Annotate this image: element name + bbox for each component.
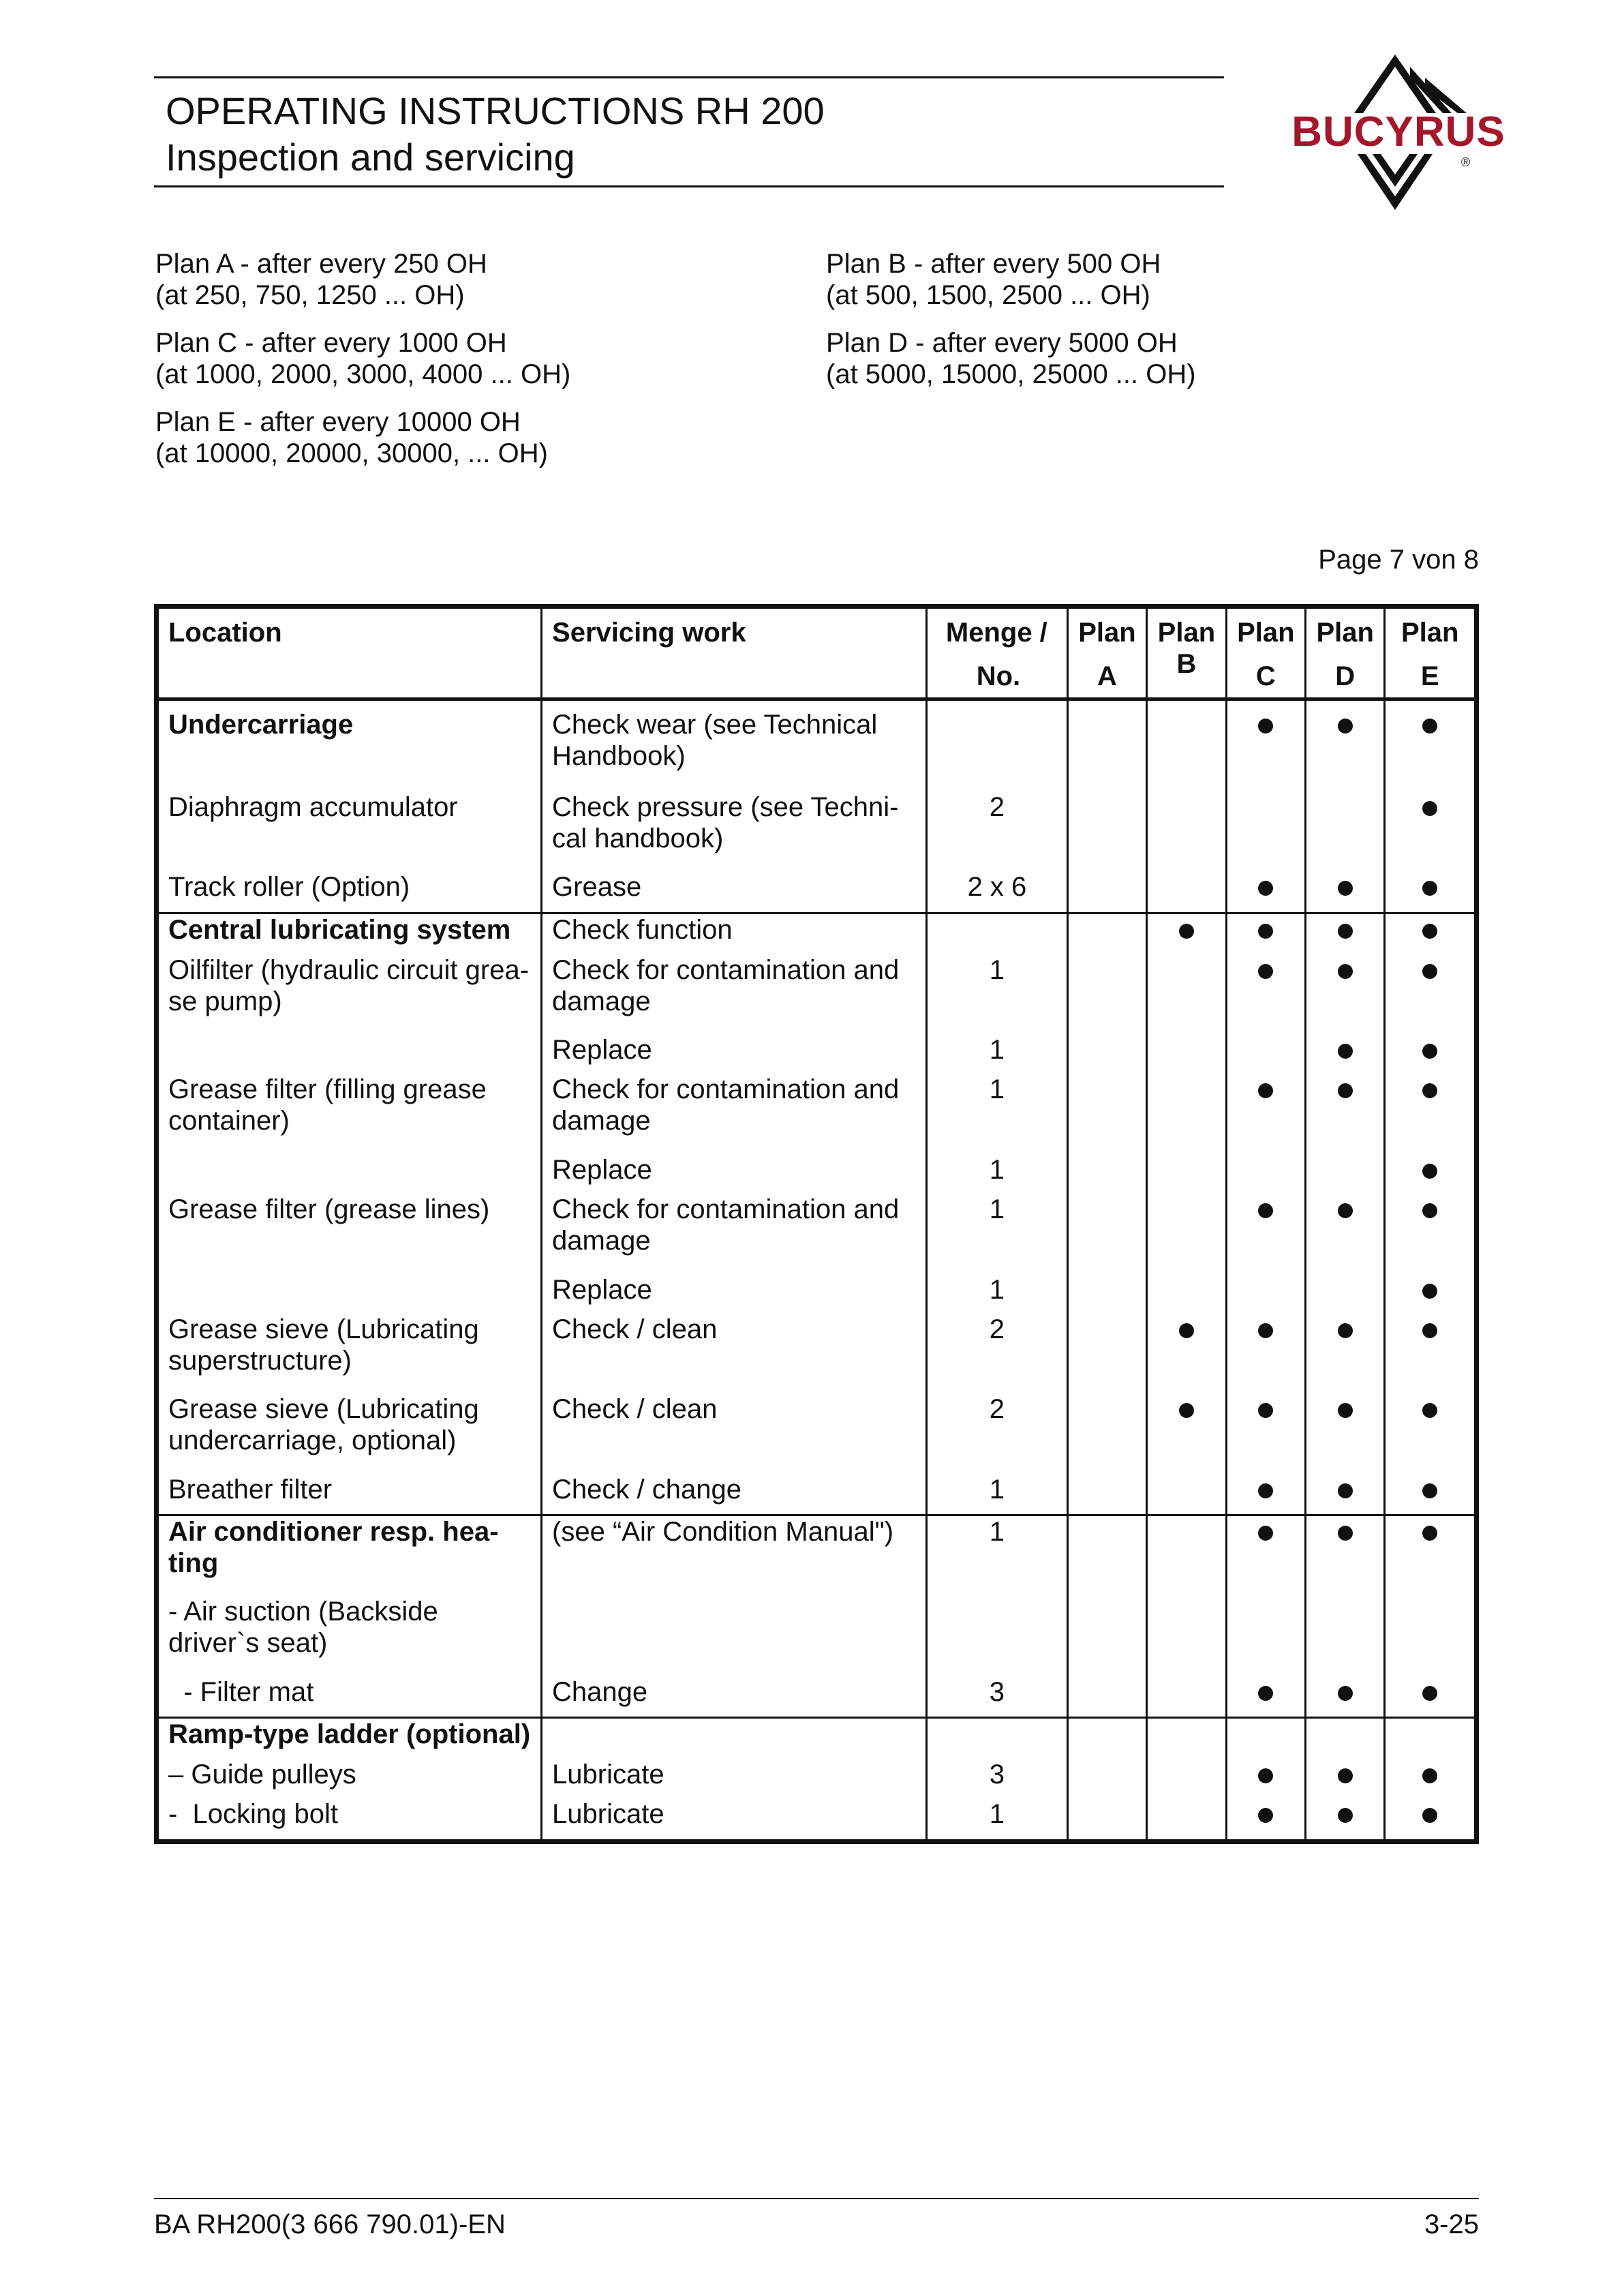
row-plan-a-cell xyxy=(1067,1717,1146,1759)
row-plan-b-cell xyxy=(1147,1759,1226,1799)
row-quantity xyxy=(927,1596,1068,1676)
table-row xyxy=(157,699,1477,792)
document-title: OPERATING INSTRUCTIONS RH 200 xyxy=(166,89,825,132)
table-row xyxy=(157,1474,1477,1515)
bullet-icon xyxy=(1258,924,1273,939)
row-location: Ramp-type ladder (optional) xyxy=(157,1717,542,1759)
bullet-icon xyxy=(1338,1044,1353,1059)
row-plan-e-cell xyxy=(1385,1515,1477,1596)
bullet-icon xyxy=(1338,1808,1353,1823)
bullet-icon xyxy=(1422,1526,1437,1541)
row-quantity: 1 xyxy=(927,1154,1068,1194)
header-top-rule xyxy=(154,76,1224,78)
table-row xyxy=(157,1596,1477,1676)
table-row xyxy=(157,1759,1477,1799)
servicing-table-body xyxy=(157,699,1477,1842)
row-location: Oilfilter (hydraulic circuit grea-se pump) xyxy=(168,954,530,1016)
bullet-icon xyxy=(1422,881,1437,896)
row-servicing-work: Check / change xyxy=(542,1474,927,1515)
row-plan-a-cell xyxy=(1067,1034,1146,1074)
row-servicing-work: Check for contamination and damage xyxy=(542,954,927,1034)
plan-c-description: Plan C - after every 1000 OH (at 1000, 2000, 3000, 4000 ... OH) xyxy=(155,328,571,389)
row-location: Central lubricating system xyxy=(157,913,542,954)
row-quantity: 1 xyxy=(927,1034,1068,1074)
row-plan-e-cell xyxy=(1385,913,1477,954)
bullet-icon xyxy=(1338,1483,1353,1498)
bullet-icon xyxy=(1258,1323,1273,1338)
header-location: Location xyxy=(157,607,542,699)
bullet-icon xyxy=(1258,1203,1273,1218)
bullet-icon xyxy=(1422,801,1437,816)
header-servicing-work: Servicing work xyxy=(542,607,927,699)
row-plan-b-cell xyxy=(1147,1798,1226,1841)
row-plan-a-cell xyxy=(1067,1194,1146,1273)
footer-document-id: BA RH200(3 666 790.01)-EN xyxy=(154,2209,506,2239)
bullet-icon xyxy=(1338,1203,1353,1218)
bullet-icon xyxy=(1422,1483,1437,1498)
bullet-icon xyxy=(1258,719,1273,734)
row-quantity: 2 xyxy=(927,1314,1068,1393)
row-plan-d-cell xyxy=(1306,1314,1385,1393)
row-plan-d-cell xyxy=(1306,954,1385,1034)
bullet-icon xyxy=(1179,1323,1194,1338)
table-row xyxy=(157,1154,1477,1194)
row-plan-d-cell xyxy=(1306,1274,1385,1314)
row-plan-d-cell xyxy=(1306,1393,1385,1473)
row-plan-a-cell xyxy=(1067,1798,1146,1841)
row-plan-a-cell xyxy=(1067,1676,1146,1718)
table-row xyxy=(157,1717,1477,1759)
row-location: - Air suction (Backside driver`s seat) xyxy=(168,1597,446,1659)
row-plan-e-cell xyxy=(1385,1034,1477,1074)
row-quantity: 1 xyxy=(927,1274,1068,1314)
table-row xyxy=(157,1314,1477,1393)
row-quantity: 3 xyxy=(927,1759,1068,1799)
row-quantity: 2 x 6 xyxy=(927,871,1068,913)
row-plan-c-cell xyxy=(1226,1314,1305,1393)
row-plan-e-cell xyxy=(1385,1717,1477,1759)
header-quantity: Menge / No. xyxy=(927,607,1068,699)
row-plan-a-cell xyxy=(1067,1759,1146,1799)
bullet-icon xyxy=(1338,924,1353,939)
row-location: Breather filter xyxy=(168,1474,333,1505)
bullet-icon xyxy=(1422,1083,1437,1098)
footer-rule xyxy=(154,2198,1479,2199)
row-plan-e-cell xyxy=(1385,1274,1477,1314)
plan-d-description: Plan D - after every 5000 OH (at 5000, 15000, 25000 ... OH) xyxy=(826,328,1196,389)
bullet-icon xyxy=(1338,881,1353,896)
row-plan-c-cell xyxy=(1226,1676,1305,1718)
row-plan-c-cell xyxy=(1226,699,1305,792)
row-servicing-work: Check function xyxy=(542,913,927,954)
bullet-icon xyxy=(1422,1403,1437,1418)
row-servicing-work: Lubricate xyxy=(542,1759,927,1799)
table-row xyxy=(157,1393,1477,1473)
row-quantity xyxy=(927,1717,1068,1759)
row-servicing-work: Replace xyxy=(542,1274,927,1314)
row-plan-b-cell xyxy=(1147,699,1226,792)
footer-page-number: 3-25 xyxy=(1424,2209,1479,2239)
row-plan-b-cell xyxy=(1147,1194,1226,1273)
row-servicing-work: Replace xyxy=(542,1034,927,1074)
row-location: - Locking bolt xyxy=(168,1799,339,1830)
table-row xyxy=(157,954,1477,1034)
row-plan-a-cell xyxy=(1067,1274,1146,1314)
bullet-icon xyxy=(1422,1323,1437,1338)
header-plan-b: Plan B xyxy=(1147,607,1226,699)
row-location: Grease filter (filling grease container) xyxy=(168,1074,494,1136)
table-header-row xyxy=(157,607,1477,699)
row-servicing-work: Check for contamination and damage xyxy=(542,1074,927,1153)
header-plan-a: Plan A xyxy=(1067,607,1146,699)
row-plan-e-cell xyxy=(1385,1596,1477,1676)
bullet-icon xyxy=(1338,1768,1353,1783)
row-plan-a-cell xyxy=(1067,791,1146,871)
row-plan-d-cell xyxy=(1306,1596,1385,1676)
row-plan-a-cell xyxy=(1067,1515,1146,1596)
row-plan-d-cell xyxy=(1306,913,1385,954)
row-quantity: 1 xyxy=(927,1194,1068,1273)
row-plan-d-cell xyxy=(1306,1074,1385,1153)
row-plan-c-cell xyxy=(1226,871,1305,913)
row-plan-b-cell xyxy=(1147,1314,1226,1393)
table-row xyxy=(157,1274,1477,1314)
bullet-icon xyxy=(1338,1323,1353,1338)
row-plan-b-cell xyxy=(1147,1676,1226,1718)
row-quantity xyxy=(927,699,1068,792)
bullet-icon xyxy=(1258,1686,1273,1701)
row-servicing-work: Check for contamination and damage xyxy=(542,1194,927,1273)
table-row xyxy=(157,791,1477,871)
row-plan-e-cell xyxy=(1385,1314,1477,1393)
row-plan-c-cell xyxy=(1226,1274,1305,1314)
row-quantity: 1 xyxy=(927,1074,1068,1153)
bullet-icon xyxy=(1258,1483,1273,1498)
row-plan-d-cell xyxy=(1306,1154,1385,1194)
bullet-icon xyxy=(1258,1403,1273,1418)
table-row xyxy=(157,1194,1477,1273)
plan-e-description: Plan E - after every 10000 OH (at 10000, 20000, 30000, ... OH) xyxy=(155,407,548,468)
document-subtitle: Inspection and servicing xyxy=(166,136,575,179)
bullet-icon xyxy=(1258,1808,1273,1823)
row-plan-c-cell xyxy=(1226,1154,1305,1194)
row-plan-d-cell xyxy=(1306,1474,1385,1515)
row-plan-e-cell xyxy=(1385,1393,1477,1473)
row-location: Grease sieve (Lubricating undercarriage, optional) xyxy=(168,1394,487,1456)
row-plan-e-cell xyxy=(1385,1154,1477,1194)
row-plan-e-cell xyxy=(1385,1759,1477,1799)
bullet-icon xyxy=(1338,964,1353,979)
row-plan-c-cell xyxy=(1226,1074,1305,1153)
bucyrus-logo xyxy=(1269,52,1528,215)
row-quantity: 1 xyxy=(927,1474,1068,1515)
bullet-icon xyxy=(1422,1044,1437,1059)
row-location xyxy=(157,1034,542,1074)
row-location: Grease filter (grease lines) xyxy=(168,1194,490,1225)
row-quantity xyxy=(927,913,1068,954)
row-plan-b-cell xyxy=(1147,1274,1226,1314)
row-plan-a-cell xyxy=(1067,1393,1146,1473)
bullet-icon xyxy=(1258,1083,1273,1098)
row-servicing-work: Change xyxy=(542,1676,927,1718)
row-plan-c-cell xyxy=(1226,1798,1305,1841)
row-plan-e-cell xyxy=(1385,1194,1477,1273)
row-plan-b-cell xyxy=(1147,954,1226,1034)
row-plan-b-cell xyxy=(1147,1154,1226,1194)
row-plan-c-cell xyxy=(1226,1034,1305,1074)
row-quantity: 1 xyxy=(927,1798,1068,1841)
row-plan-d-cell xyxy=(1306,791,1385,871)
table-row xyxy=(157,1676,1477,1718)
row-plan-b-cell xyxy=(1147,1034,1226,1074)
row-servicing-work: Replace xyxy=(542,1154,927,1194)
row-servicing-work: Check / clean xyxy=(542,1393,927,1473)
row-plan-b-cell xyxy=(1147,1515,1226,1596)
row-plan-c-cell xyxy=(1226,1393,1305,1473)
row-plan-e-cell xyxy=(1385,791,1477,871)
row-plan-a-cell xyxy=(1067,954,1146,1034)
row-plan-b-cell xyxy=(1147,1474,1226,1515)
row-plan-b-cell xyxy=(1147,1074,1226,1153)
bullet-icon xyxy=(1338,1526,1353,1541)
bullet-icon xyxy=(1422,1284,1437,1299)
row-servicing-work xyxy=(542,1596,927,1676)
row-servicing-work xyxy=(542,1717,927,1759)
bullet-icon xyxy=(1338,719,1353,734)
row-plan-a-cell xyxy=(1067,1074,1146,1153)
page-label: Page 7 von 8 xyxy=(1318,545,1479,575)
row-location xyxy=(157,1274,542,1314)
row-plan-a-cell xyxy=(1067,871,1146,913)
bullet-icon xyxy=(1422,1164,1437,1179)
bullet-icon xyxy=(1422,1203,1437,1218)
header-bottom-rule xyxy=(154,185,1224,187)
row-plan-c-cell xyxy=(1226,1474,1305,1515)
bullet-icon xyxy=(1422,1768,1437,1783)
plan-a-description: Plan A - after every 250 OH (at 250, 750, 1250 ... OH) xyxy=(155,249,487,310)
row-servicing-work: Check / clean xyxy=(542,1314,927,1393)
row-quantity: 2 xyxy=(927,791,1068,871)
table-row xyxy=(157,913,1477,954)
row-plan-e-cell xyxy=(1385,954,1477,1034)
row-plan-c-cell xyxy=(1226,913,1305,954)
bullet-icon xyxy=(1422,964,1437,979)
row-location: Diaphragm accumulator xyxy=(168,792,458,823)
logo-registered-mark: ® xyxy=(1461,155,1471,169)
row-quantity: 2 xyxy=(927,1393,1068,1473)
plan-b-description: Plan B - after every 500 OH (at 500, 1500, 2500 ... OH) xyxy=(826,249,1161,310)
row-plan-e-cell xyxy=(1385,699,1477,792)
row-servicing-work: Check wear (see Technical Handbook) xyxy=(542,699,927,792)
row-plan-a-cell xyxy=(1067,1154,1146,1194)
bullet-icon xyxy=(1338,1686,1353,1701)
row-servicing-work: (see “Air Condition Manual") xyxy=(542,1515,927,1596)
table-row xyxy=(157,1798,1477,1841)
row-plan-c-cell xyxy=(1226,1596,1305,1676)
bullet-icon xyxy=(1422,924,1437,939)
row-plan-a-cell xyxy=(1067,1314,1146,1393)
row-plan-b-cell xyxy=(1147,913,1226,954)
row-plan-d-cell xyxy=(1306,1759,1385,1799)
bullet-icon xyxy=(1422,1808,1437,1823)
row-plan-c-cell xyxy=(1226,1515,1305,1596)
row-plan-a-cell xyxy=(1067,1474,1146,1515)
row-plan-c-cell xyxy=(1226,1759,1305,1799)
bullet-icon xyxy=(1258,1768,1273,1783)
row-location: Grease sieve (Lubricating superstructure) xyxy=(168,1314,487,1376)
row-plan-d-cell xyxy=(1306,1194,1385,1273)
bullet-icon xyxy=(1338,1083,1353,1098)
row-location: Undercarriage xyxy=(157,699,542,792)
row-plan-d-cell xyxy=(1306,1676,1385,1718)
bullet-icon xyxy=(1179,1403,1194,1418)
bullet-icon xyxy=(1422,1686,1437,1701)
row-location xyxy=(157,1154,542,1194)
row-plan-e-cell xyxy=(1385,871,1477,913)
row-plan-b-cell xyxy=(1147,1596,1226,1676)
row-plan-d-cell xyxy=(1306,1798,1385,1841)
row-servicing-work: Check pressure (see Techni-cal handbook) xyxy=(542,791,927,871)
row-plan-b-cell xyxy=(1147,1717,1226,1759)
row-location: Air conditioner resp. hea-ting xyxy=(157,1515,542,1596)
header-plan-d: Plan D xyxy=(1306,607,1385,699)
table-row xyxy=(157,1074,1477,1153)
servicing-table xyxy=(154,604,1479,1844)
table-row xyxy=(157,1034,1477,1074)
bullet-icon xyxy=(1422,719,1437,734)
row-servicing-work: Lubricate xyxy=(542,1798,927,1841)
row-plan-d-cell xyxy=(1306,1717,1385,1759)
row-plan-d-cell xyxy=(1306,1034,1385,1074)
logo-wordmark: BUCYRUS xyxy=(1291,108,1505,155)
row-location: – Guide pulleys xyxy=(168,1759,356,1789)
row-quantity: 1 xyxy=(927,1515,1068,1596)
bullet-icon xyxy=(1179,924,1194,939)
row-servicing-work: Grease xyxy=(542,871,927,913)
row-plan-d-cell xyxy=(1306,699,1385,792)
bullet-icon xyxy=(1338,1403,1353,1418)
bullet-icon xyxy=(1258,1526,1273,1541)
row-plan-e-cell xyxy=(1385,1474,1477,1515)
row-plan-c-cell xyxy=(1226,1194,1305,1273)
row-location: Track roller (Option) xyxy=(168,872,410,903)
row-plan-b-cell xyxy=(1147,1393,1226,1473)
row-plan-a-cell xyxy=(1067,913,1146,954)
row-plan-b-cell xyxy=(1147,791,1226,871)
table-row xyxy=(157,871,1477,913)
row-plan-b-cell xyxy=(1147,871,1226,913)
row-plan-a-cell xyxy=(1067,699,1146,792)
row-plan-e-cell xyxy=(1385,1798,1477,1841)
row-plan-d-cell xyxy=(1306,871,1385,913)
bullet-icon xyxy=(1258,964,1273,979)
row-plan-c-cell xyxy=(1226,954,1305,1034)
row-plan-e-cell xyxy=(1385,1074,1477,1153)
row-plan-a-cell xyxy=(1067,1596,1146,1676)
row-plan-e-cell xyxy=(1385,1676,1477,1718)
row-plan-d-cell xyxy=(1306,1515,1385,1596)
header-plan-e: Plan E xyxy=(1385,607,1477,699)
row-plan-c-cell xyxy=(1226,791,1305,871)
row-location: - Filter mat xyxy=(168,1676,314,1707)
bullet-icon xyxy=(1258,881,1273,896)
table-row xyxy=(157,1515,1477,1596)
row-quantity: 1 xyxy=(927,954,1068,1034)
header-plan-c: Plan C xyxy=(1226,607,1305,699)
row-quantity: 3 xyxy=(927,1676,1068,1718)
row-plan-c-cell xyxy=(1226,1717,1305,1759)
